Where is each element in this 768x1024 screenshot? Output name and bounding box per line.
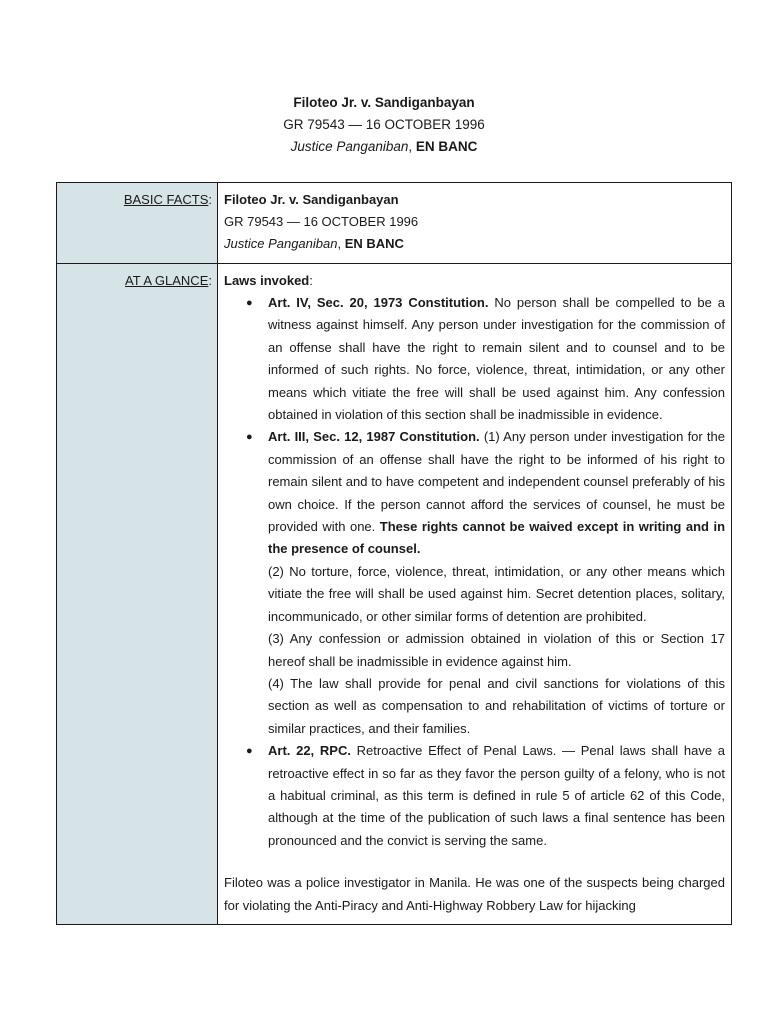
- law-title: Art. IV, Sec. 20, 1973 Constitution.: [268, 295, 489, 310]
- basic-facts-label: BASIC FACTS: [123, 192, 209, 207]
- basic-facts-justice: Justice Panganiban: [224, 236, 338, 251]
- at-a-glance-row: [57, 264, 732, 925]
- case-justice-line: [0, 136, 768, 158]
- basic-facts-gr: GR 79543 — 16 OCTOBER 1996: [224, 214, 419, 229]
- laws-invoked-colon: :: [309, 273, 313, 288]
- law-text: No person shall be compelled to be a witness against himself. Any person under investigation for the commission of an offense shall have the right to remain silent and to counsel and to be informed of such rights. No force, violence, threat, intimidation, or any other means which vitiate the free will shall be used against him. Any confession obtained in violation of this section shall be inadmissible in evidence.: [268, 295, 725, 423]
- case-title: Filoteo Jr. v. Sandiganbayan: [293, 95, 475, 110]
- law-paragraph-4: (4) The law shall provide for penal and civil sanctions for violations of this section as well as compensation to and rehabilitation of victims of torture or similar practices, and their families.: [268, 675, 725, 736]
- basic-facts-label-cell: [57, 183, 218, 264]
- laws-invoked-text: Laws invoked: [224, 273, 310, 288]
- basic-facts-title: Filoteo Jr. v. Sandiganbayan: [224, 192, 399, 207]
- basic-facts-justice-line: [224, 233, 725, 255]
- law-item: [268, 740, 725, 852]
- law-paragraph-2: (2) No torture, force, violence, threat, intimidation, or any other means which vitiate the free will shall be used against him. Secret detention places, solitary, incommunicado, or other similar forms of detention are prohibited.: [268, 563, 725, 624]
- at-a-glance-label-cell: [57, 264, 218, 925]
- law-item: [268, 292, 725, 426]
- basic-facts-division: EN BANC: [344, 236, 404, 251]
- law-text: (1) Any person under investigation for the commission of an offense shall have the right to be informed of his right to remain silent and to have competent and independent counsel preferably of his own choice. If the person cannot afford the services of counsel, he must be provided with one.: [268, 429, 725, 535]
- laws-list: [224, 292, 725, 852]
- basic-facts-separator: ,: [337, 236, 345, 251]
- justice-separator: ,: [408, 139, 416, 154]
- division: EN BANC: [415, 139, 478, 154]
- facts-paragraph: Filoteo was a police investigator in Manila. He was one of the suspects being charged for violating the Anti-Piracy and Anti-Highway Robbery Law for hijacking: [224, 875, 725, 913]
- justice-name: Justice Panganiban: [290, 139, 409, 154]
- law-paragraph-3: (3) Any confession or admission obtained in violation of this or Section 17 hereof shall be inadmissible in evidence against him.: [268, 631, 725, 669]
- law-text: Retroactive Effect of Penal Laws. — Penal laws shall have a retroactive effect in so far as they favor the person guilty of a felony, who is not a habitual criminal, as this term is defined in rule 5 of article 62 of this Code, although at the time of the publication of such laws a final sentence has been pronounced and the convict is serving the same.: [268, 743, 725, 848]
- case-header: [0, 92, 768, 158]
- law-title: Art. 22, RPC.: [268, 743, 351, 759]
- at-a-glance-value-cell: [218, 264, 732, 925]
- case-digest-table: [56, 182, 732, 925]
- case-gr-number: GR 79543 — 16 OCTOBER 1996: [283, 117, 485, 132]
- law-item: [268, 426, 725, 740]
- at-a-glance-colon: :: [208, 273, 212, 288]
- law-bold-text: These rights cannot be waived except in writing and in the presence of counsel.: [268, 519, 725, 557]
- basic-facts-colon: :: [208, 192, 212, 207]
- basic-facts-value-cell: [218, 183, 732, 264]
- at-a-glance-label: AT A GLANCE: [125, 273, 209, 288]
- law-title: Art. III, Sec. 12, 1987 Constitution.: [268, 429, 480, 445]
- basic-facts-row: [57, 183, 732, 264]
- laws-invoked-heading: [224, 270, 725, 292]
